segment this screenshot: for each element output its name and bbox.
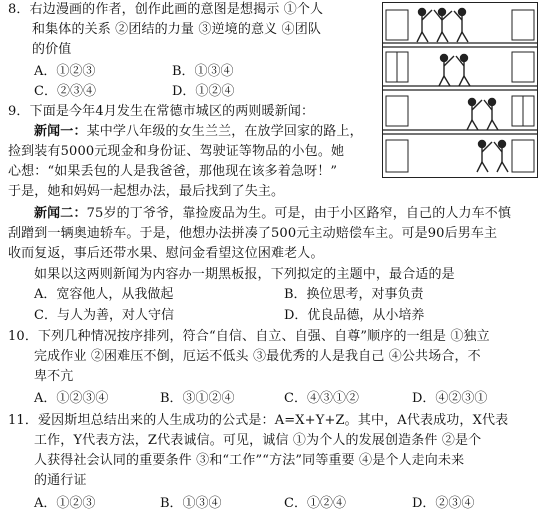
q11-line-2: 工作，Y代表方法，Z代表诚信。可见，诚信 ①为个人的发展创造条件 ②是个 xyxy=(34,433,482,448)
q9-option-b: B．换位思考，对事负责 xyxy=(284,287,424,302)
q9-news1-text-1: 某中学八年级的女生兰兰，在放学回家的路上， xyxy=(86,124,363,139)
q11-option-d: D．②③④ xyxy=(412,496,475,511)
q11-option-b: B．①③④ xyxy=(160,496,222,511)
q9-question: 如果以这两则新闻为内容办一期黑板报，下列拟定的主题中，最合适的是 xyxy=(34,267,455,282)
q9-news2-text-1: 75岁的丁爷爷，靠捡废品为生。可是，由于小区路窄，自己的人力车不慎 xyxy=(86,206,512,221)
q9-option-d: D．优良品德，从小培养 xyxy=(284,308,425,323)
q10-line-1: 10．下列几种情况按序排列，符合“自信、自立、自强、自尊”顺序的一组是 ①独立 xyxy=(8,329,490,344)
q10-line-2: 完成作业 ②困难压不倒，厄运不低头 ③最优秀的人是我自己 ④公共场合，不 xyxy=(34,349,481,364)
q11-line-3: 人获得社会认同的重要条件 ③和“工作”“方法”同等重要 ④是个人走向未来 xyxy=(34,453,465,468)
q9-news2-line-3: 收而复返，事后还带水果、慰问金看望这位困难老人。 xyxy=(8,246,324,261)
q8-line-1: 8．右边漫画的作者，创作此画的意图是想揭示 ①个人 xyxy=(8,2,324,17)
q8-option-d: D．①②④ xyxy=(172,84,235,99)
q11-line-1: 11．爱因斯坦总结出来的人生成功的公式是：A=X+Y+Z。其中，A代表成功，X代表 xyxy=(8,413,509,428)
q9-news2-line-1 xyxy=(34,204,511,224)
q10-option-a: A．①②③④ xyxy=(34,391,109,406)
q10-option-b: B．③①②④ xyxy=(160,391,235,406)
q11-option-c: C．①②④ xyxy=(284,496,346,511)
q9-news1-line-3: 心想：“如果丢包的人是我爸爸，那他现在该多着急呀！” xyxy=(8,164,338,179)
q9-news1-line-2: 捡到装有5000元现金和身份证、驾驶证等物品的小包。她 xyxy=(8,144,345,159)
q10-option-d: D．④②③① xyxy=(412,391,488,406)
q8-line-2: 和集体的关系 ②团结的力量 ③逆境的意义 ④团队 xyxy=(32,22,321,37)
q8-option-a: A．①②③ xyxy=(34,64,96,79)
q9-news1-line-4: 于是，她和妈妈一起想办法，最后找到了失主。 xyxy=(8,184,285,199)
q8-option-c: C．②③④ xyxy=(34,84,96,99)
q11-option-a: A．①②③ xyxy=(34,496,96,511)
comic-illustration xyxy=(382,2,538,178)
q8-option-b: B．①③④ xyxy=(172,64,234,79)
q9-intro: 9．下面是今年4月发生在常德市城区的两则暖新闻： xyxy=(8,104,315,119)
q9-option-a: A．宽容他人，从我做起 xyxy=(34,287,174,302)
q9-news1-line-1 xyxy=(34,122,363,142)
q10-line-3: 卑不亢 xyxy=(34,369,74,384)
q9-news1-label: 新闻一： xyxy=(34,124,87,139)
q9-news2-label: 新闻二： xyxy=(34,206,87,221)
q8-line-3: 的价值 xyxy=(32,42,72,57)
q11-line-4: 的通行证 xyxy=(34,473,87,488)
q9-option-c: C．与人为善，对人守信 xyxy=(34,308,174,323)
q10-option-c: C．④③①② xyxy=(284,391,359,406)
q9-news2-line-2: 刮蹭到一辆奥迪轿车。于是，他想办法拼凑了500元主动赔偿车主。可是90后男车主 xyxy=(8,226,498,241)
